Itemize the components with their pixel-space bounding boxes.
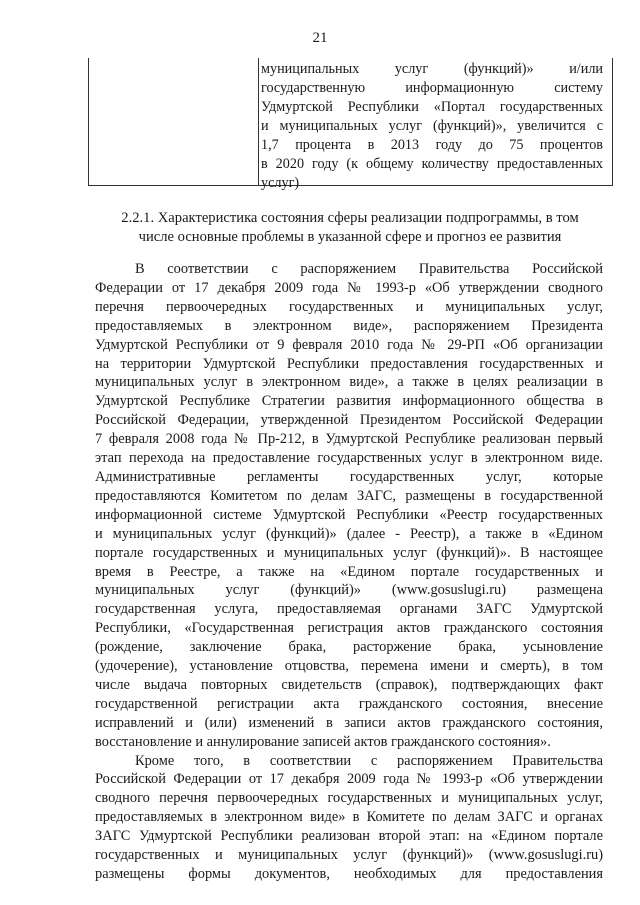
paragraph-line: государственная услуга, предоставляемая органами ЗАГС Удмуртской bbox=[95, 601, 603, 618]
table-fragment bbox=[88, 58, 613, 191]
section-heading-line: 2.2.1. Характеристика состояния сферы реализации подпрограммы, в том bbox=[121, 210, 579, 226]
table-line: и муниципальных услуг (функций)», увеличится с bbox=[261, 118, 603, 134]
paragraph-line: Российской Федерации от 17 декабря 2009 года № 1993-р «Об утверждении bbox=[95, 771, 603, 788]
table-line: в 2020 году (к общему количеству предоставленных bbox=[261, 156, 603, 172]
paragraph-line: сводного перечня первоочередных государственных и муниципальных услуг, bbox=[95, 790, 603, 807]
paragraph-line: предоставляемых в электронном виде», распоряжением Президента bbox=[95, 317, 603, 334]
paragraph-line: исправлений и (или) изменений в записи актов гражданского состояния, bbox=[95, 714, 603, 731]
table-line: Удмуртской Республики «Портал государственных bbox=[261, 99, 603, 115]
table-line: муниципальных услуг (функций)» и/или bbox=[261, 61, 603, 77]
paragraph-1 bbox=[95, 260, 603, 752]
paragraph-line: государственных и муниципальных услуг (функций)» (www.gosuslugi.ru) bbox=[95, 847, 603, 864]
paragraph-line: на территории Удмуртской Республики предоставления государственных и bbox=[95, 355, 603, 372]
table-line: услуг) bbox=[261, 175, 300, 191]
paragraph-2 bbox=[95, 752, 603, 884]
paragraph-line: Республики, «Государственная регистрация актов гражданского состояния bbox=[95, 620, 603, 637]
paragraph-line: Удмуртской Республики от 9 февраля 2010 года № 29-РП «Об организации bbox=[95, 336, 603, 353]
paragraph-line: 7 февраля 2008 года № Пр-212, в Удмуртской Республике реализован первый bbox=[95, 431, 603, 448]
paragraph-line: перечня первоочередных государственных и муниципальных услуг, bbox=[95, 298, 603, 315]
paragraph-line: (рождение, заключение брака, расторжение брака, усыновление bbox=[95, 639, 603, 656]
paragraph-line: В соответствии с распоряжением Правительства Российской bbox=[135, 261, 603, 277]
paragraph-line: предоставляются Комитетом по делам ЗАГС, размещены в государственной bbox=[95, 487, 603, 504]
paragraph-line: Федерации от 17 декабря 2009 года № 1993-р «Об утверждении сводного bbox=[95, 279, 603, 296]
body-text bbox=[95, 260, 603, 884]
paragraph-line: предоставляемых в электронном виде» в Комитете по делам ЗАГС и органах bbox=[95, 809, 603, 826]
paragraph-line: Кроме того, в соответствии с распоряжением Правительства bbox=[135, 752, 603, 769]
page-number: 21 bbox=[312, 30, 328, 46]
section-heading-line: числе основные проблемы в указанной сфере и прогноз ее развития bbox=[138, 229, 562, 245]
table-line: государственную информационную систему bbox=[261, 80, 603, 96]
paragraph-line: время в Реестре, а также на «Едином портале государственных и bbox=[95, 563, 603, 580]
table-left-cell bbox=[89, 58, 259, 185]
section-heading bbox=[90, 209, 610, 247]
paragraph-line: муниципальных услуг (функций)» (www.gosuslugi.ru) размещена bbox=[95, 582, 603, 599]
table-line: 1,7 процента в 2013 году до 75 процентов bbox=[261, 137, 603, 153]
paragraph-line: Российской Федерации, утвержденной Президентом Российской Федерации bbox=[95, 412, 603, 429]
paragraph-line: размещены формы документов, необходимых для предоставления bbox=[95, 866, 603, 882]
paragraph-line: и муниципальных услуг (функций)» (далее - Реестр), а также в «Едином bbox=[95, 525, 603, 542]
paragraph-line: восстановление и аннулирование записей актов гражданского состояния». bbox=[95, 733, 551, 750]
paragraph-line: муниципальных услуг в электронном виде», а также в целях реализации в bbox=[95, 374, 603, 391]
paragraph-line: Удмуртской Республике Стратегии развития информационного общества в bbox=[95, 393, 603, 410]
paragraph-line: информационной системе Удмуртской Республики «Реестр государственных bbox=[95, 506, 603, 523]
paragraph-line: числе выдача повторных свидетельств (справок), подтверждающих факт bbox=[95, 676, 603, 693]
paragraph-line: портале государственных и муниципальных услуг (функций)». В настоящее bbox=[95, 544, 603, 561]
paragraph-line: (удочерение), установление отцовства, перемена имени и смерть), в том bbox=[95, 658, 603, 675]
paragraph-line: ЗАГС Удмуртской Республики реализован второй этап: на «Едином портале bbox=[95, 828, 603, 845]
table-right-cell bbox=[261, 60, 603, 193]
paragraph-line: Административные регламенты государственных услуг, которые bbox=[95, 468, 603, 485]
paragraph-line: этап перехода на предоставление государственных услуг в электронном виде. bbox=[95, 450, 603, 467]
paragraph-line: государственной регистрации акта гражданского состояния, внесение bbox=[95, 695, 603, 712]
